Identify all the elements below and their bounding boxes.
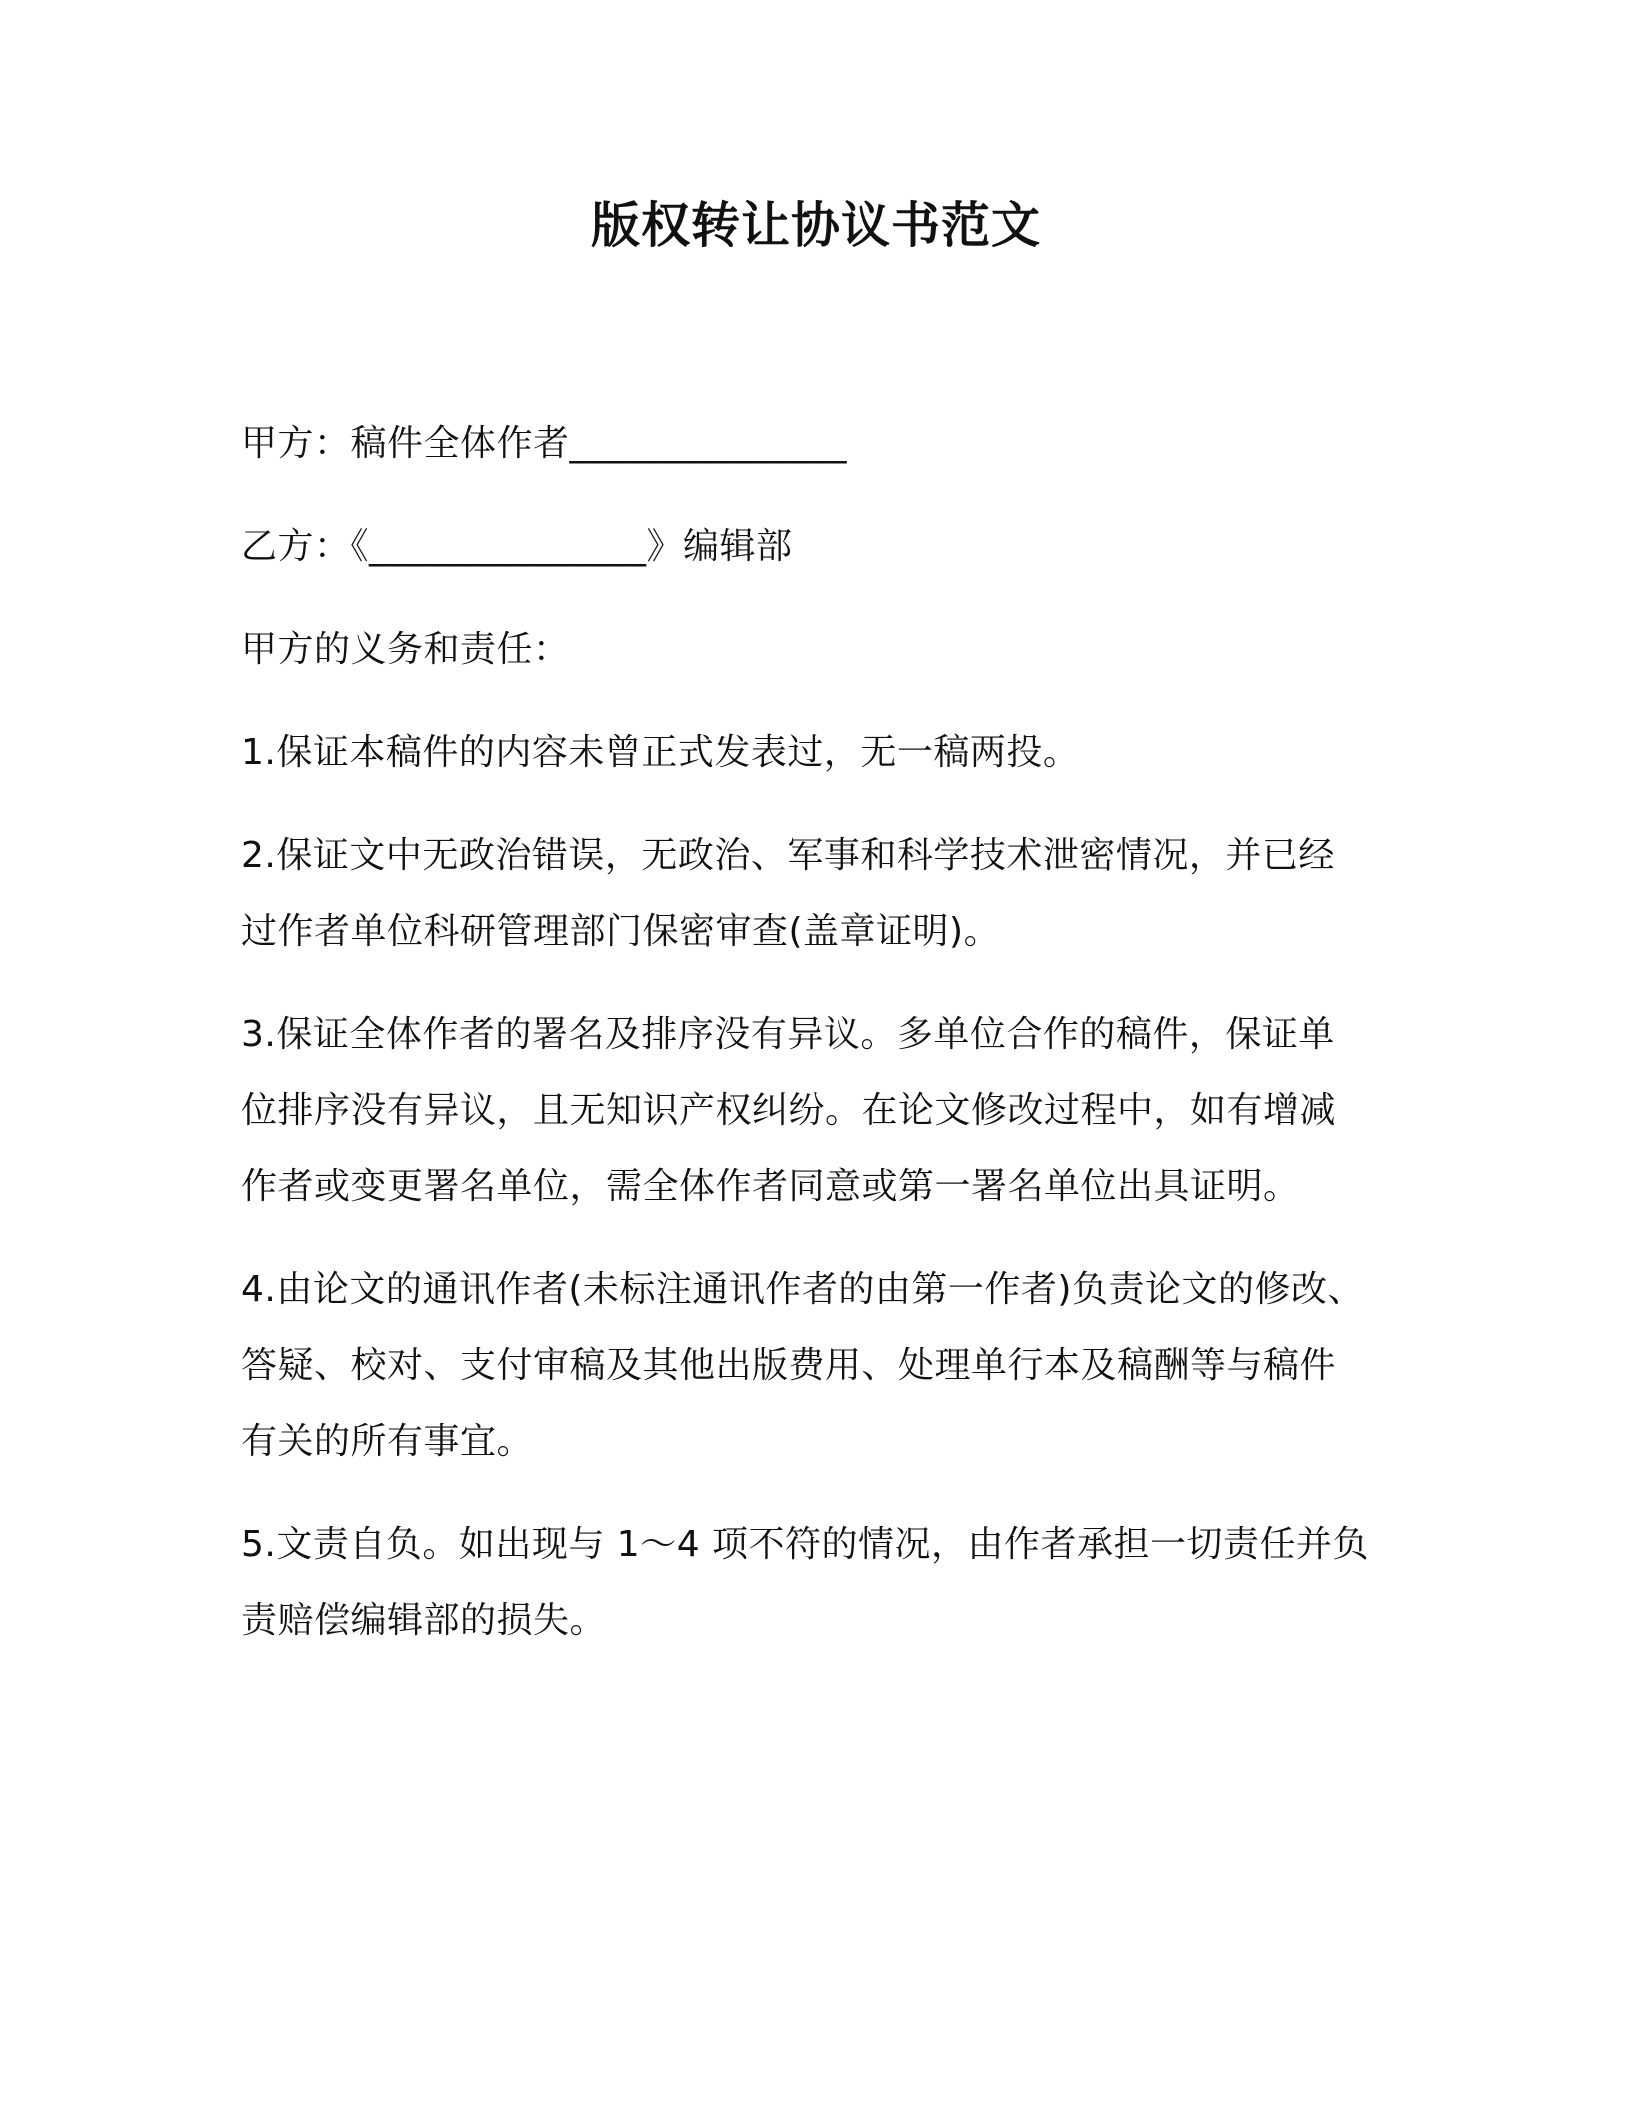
clause-4-line-2: 答疑、校对、支付审稿及其他出版费用、处理单行本及稿酬等与稿件 (241, 1345, 1337, 1386)
clause-3-line-1: 3.保证全体作者的署名及排序没有异议。多单位合作的稿件，保证单 (241, 1014, 1335, 1055)
clause-4-line-1: 4.由论文的通讯作者(未标注通讯作者的由第一作者)负责论文的修改、 (241, 1269, 1364, 1310)
party-a-line: 甲方：稿件全体作者_______________ (241, 423, 848, 464)
document-title: 版权转让协议书范文 (590, 197, 1041, 254)
clause-5-line-1: 5.文责自负。如出现与 1～4 项不符的情况，由作者承担一切责任并负 (241, 1524, 1370, 1565)
clause-2-line-2: 过作者单位科研管理部门保密审查(盖章证明)。 (241, 911, 1001, 952)
clause-4-line-3: 有关的所有事宜。 (241, 1421, 534, 1462)
obligations-heading: 甲方的义务和责任： (241, 629, 570, 670)
clause-2-line-1: 2.保证文中无政治错误，无政治、军事和科学技术泄密情况，并已经 (241, 835, 1335, 876)
clause-3-line-2: 位排序没有异议，且无知识产权纠纷。在论文修改过程中，如有增减 (241, 1090, 1337, 1131)
clause-3-line-3: 作者或变更署名单位，需全体作者同意或第一署名单位出具证明。 (241, 1166, 1300, 1207)
clause-1-line-1: 1.保证本稿件的内容未曾正式发表过，无一稿两投。 (241, 732, 1080, 773)
clause-5-line-2: 责赔偿编辑部的损失。 (241, 1600, 607, 1641)
party-b-line: 乙方：《_______________》编辑部 (241, 526, 793, 567)
